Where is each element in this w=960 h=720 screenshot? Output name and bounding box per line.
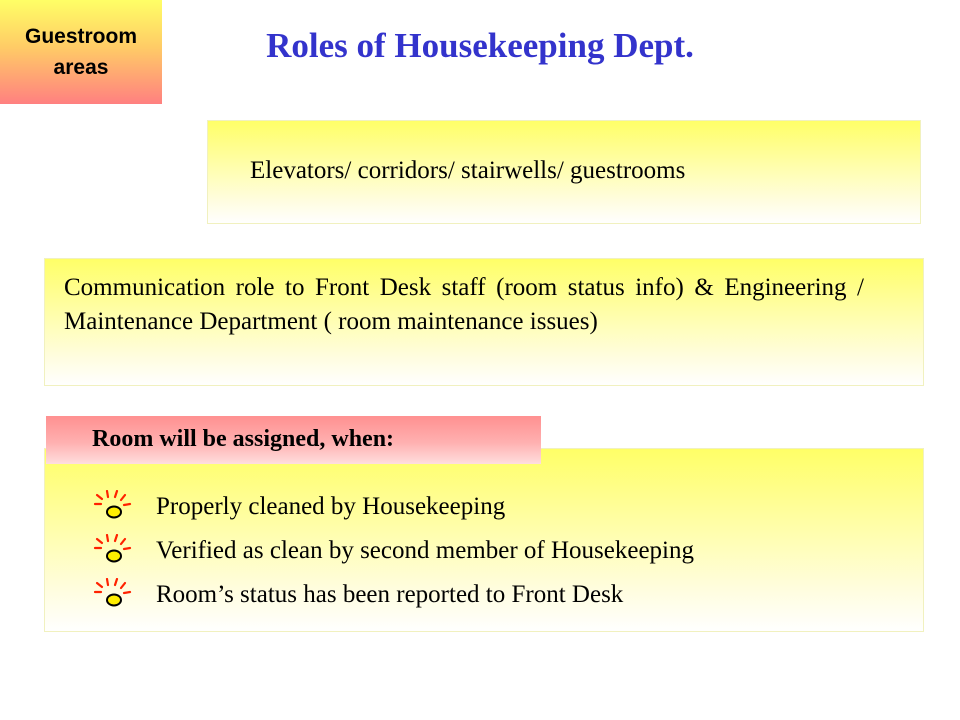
guestroom-areas-panel: [207, 120, 921, 224]
room-assignment-header-text: Room will be assigned, when:: [92, 426, 395, 452]
list-item: [92, 534, 695, 568]
room-assignment-header: [46, 416, 541, 464]
sun-bullet-icon: [92, 490, 136, 524]
guestroom-label-line2: areas: [53, 56, 109, 79]
page-title: Roles of Housekeeping Dept.: [266, 26, 694, 65]
list-item: [92, 490, 506, 524]
communication-role-panel: [44, 258, 924, 386]
communication-role-text: Communication role to Front Desk staff (room status info) & Engineering / Maintenance Department ( room maintenance issues): [64, 274, 864, 335]
bullet-text: Verified as clean by second member of Housekeeping: [156, 537, 695, 564]
bullet-text: Properly cleaned by Housekeeping: [156, 493, 506, 520]
room-assignment-panel: [44, 448, 924, 632]
sun-bullet-icon: [92, 578, 136, 612]
guestroom-label-line1: Guestroom: [24, 25, 137, 48]
sun-bullet-icon: [92, 534, 136, 568]
bullet-text: Room’s status has been reported to Front Desk: [156, 581, 624, 608]
list-item: [92, 578, 624, 612]
guestroom-areas-description: Elevators/ corridors/ stairwells/ guestrooms: [250, 157, 686, 184]
